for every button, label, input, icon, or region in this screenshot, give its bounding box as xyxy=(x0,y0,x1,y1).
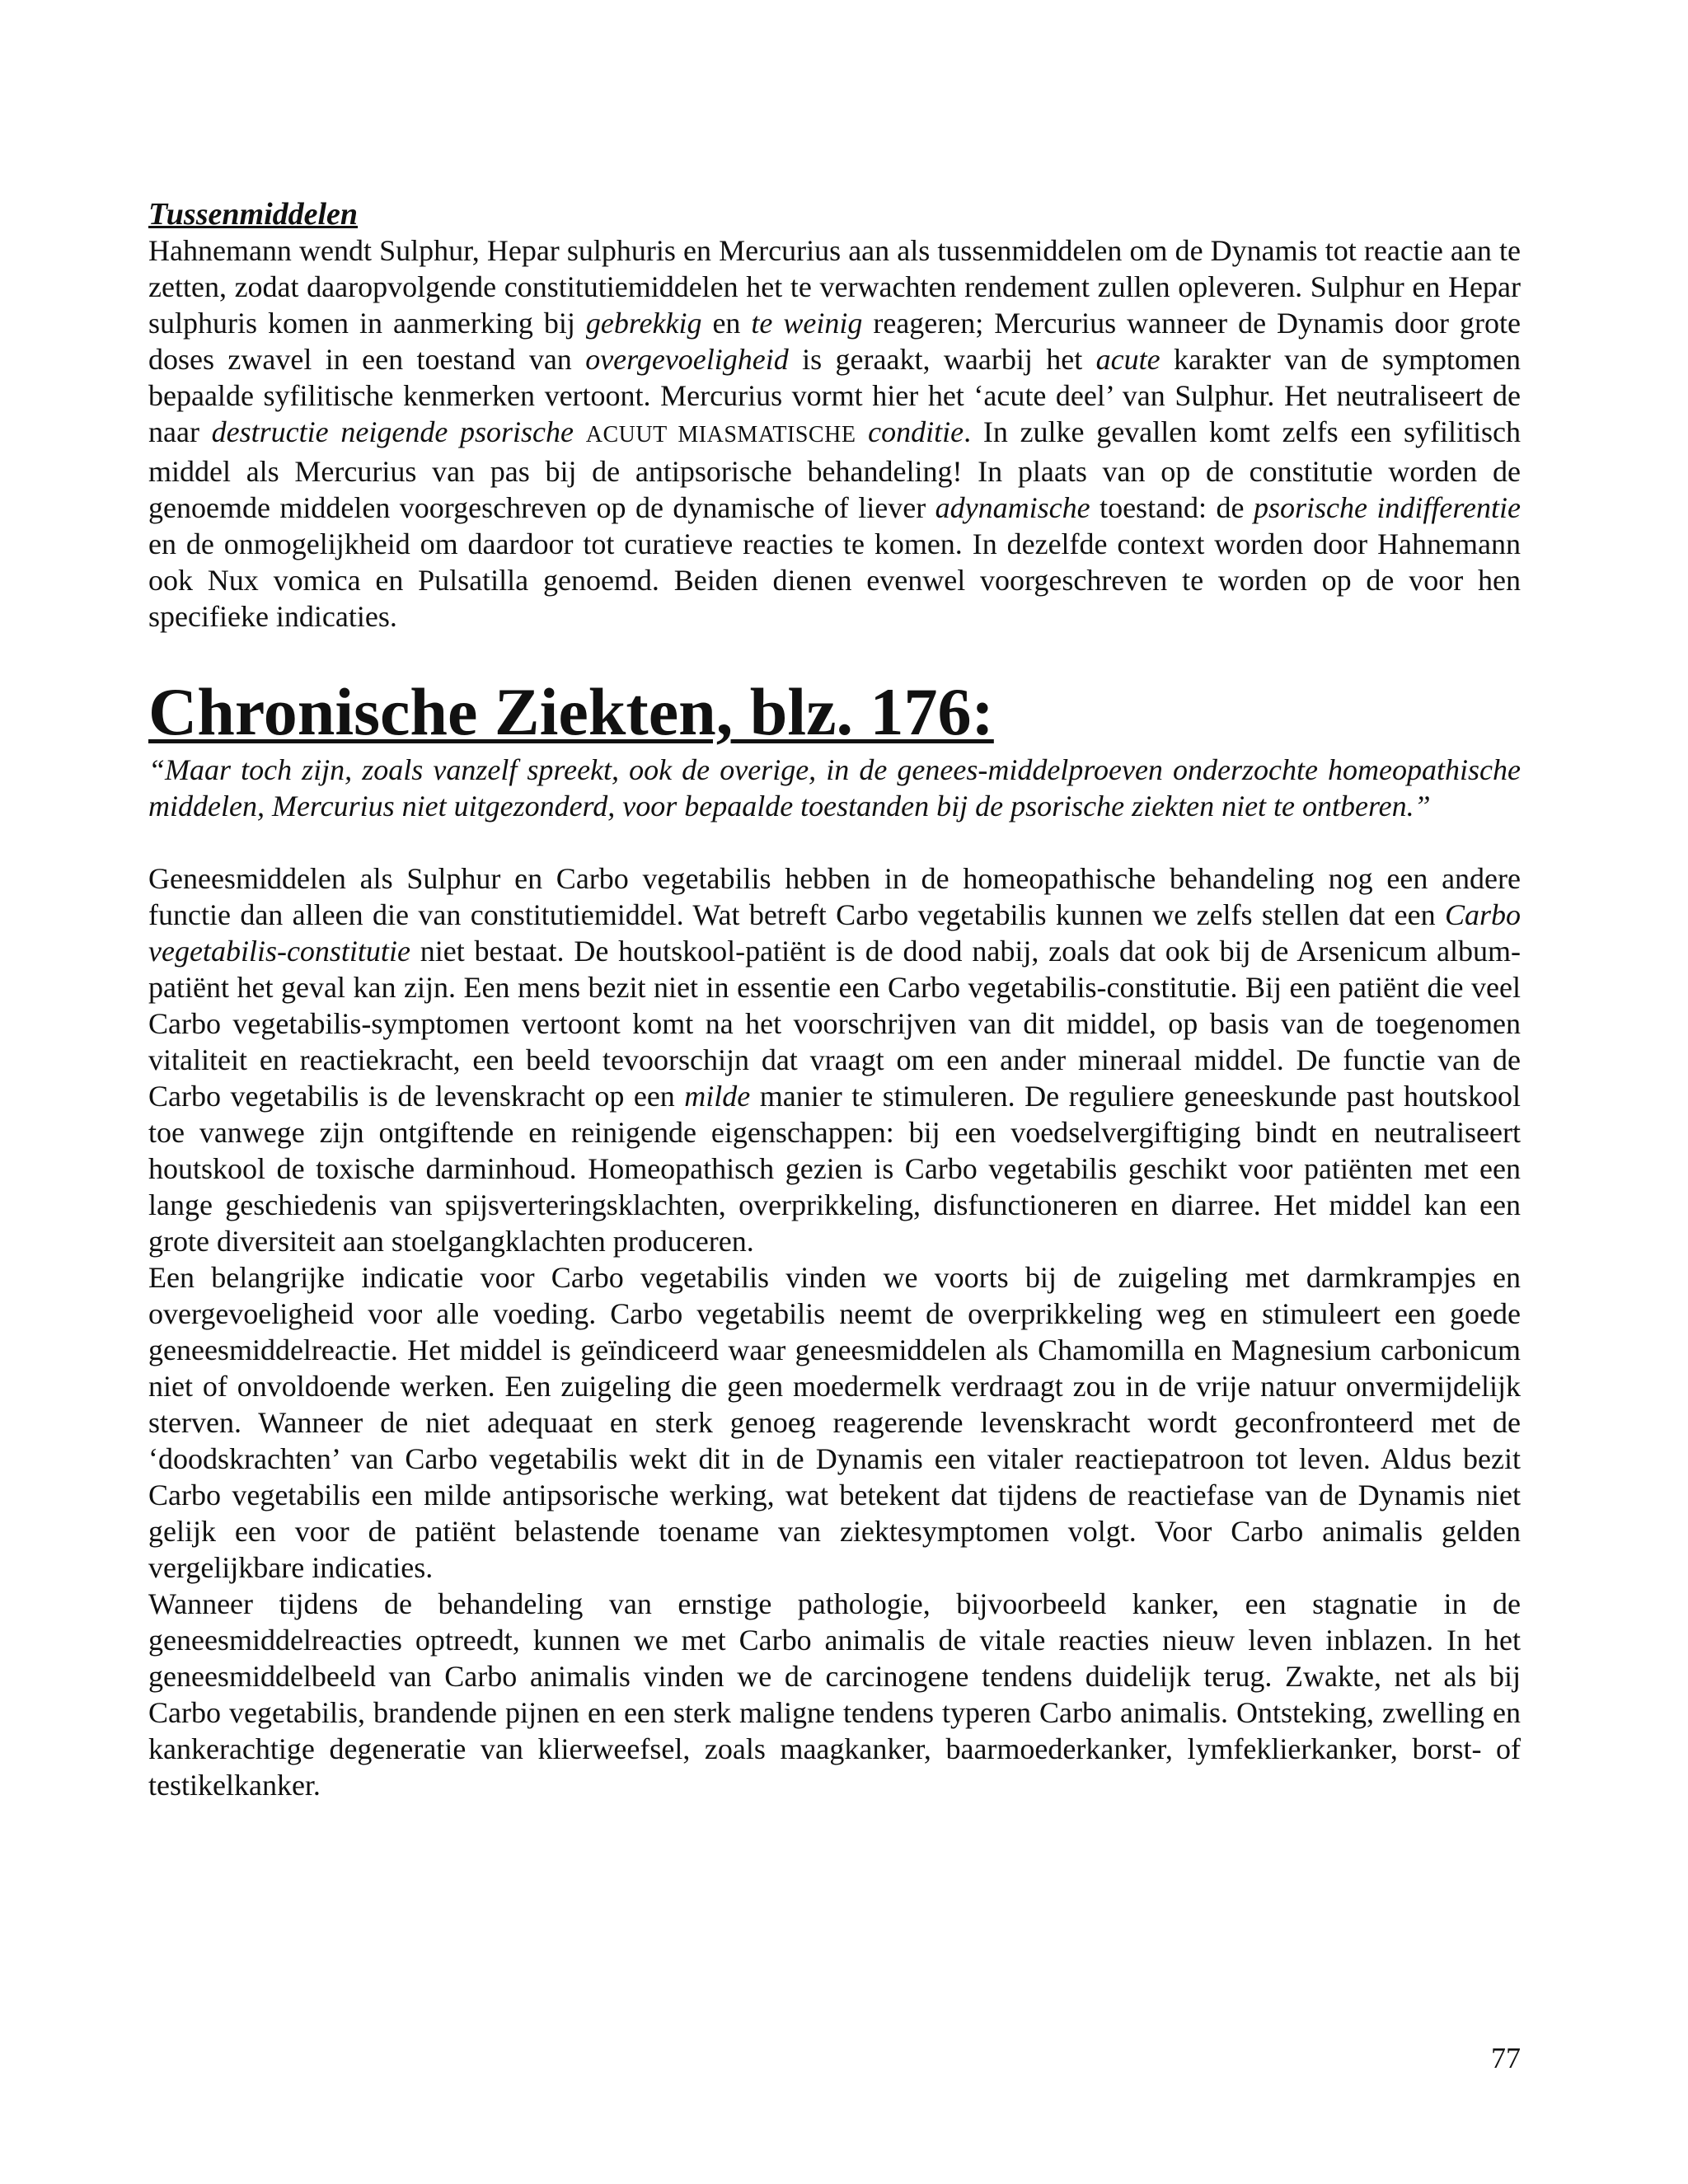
text-run xyxy=(574,415,586,448)
emphasis: destructie neigende psorische xyxy=(211,415,574,448)
paragraph-carbo-animalis: Wanneer tijdens de behandeling van ernstige pathologie, bijvoorbeeld kanker, een stagnatie in de geneesmiddelreacties optreedt, kunnen we met Carbo animalis de vitale reacties nieuw leven inblazen. In het geneesmiddelbeeld van Carbo animalis vinden we de carcinogene tendens duidelijk terug. Zwakte, net als bij Carbo vegetabilis, brandende pijnen en een sterk maligne tendens typeren Carbo animalis. Ontsteking, zwelling en kankerachtige degeneratie van klierweefsel, zoals maagkanker, baarmoederkanker, lymfeklierkanker, borst- of testikelkanker. xyxy=(148,1587,1521,1802)
text-run: is geraakt, waarbij het xyxy=(788,343,1096,376)
paragraph-tussenmiddelen xyxy=(148,232,1521,635)
text-run: manier te stimuleren. De reguliere geneeskunde past houtskool toe vanwege zijn ontgiftende en reinigende eigenschappen: bij een voedselvergiftiging bindt en neutraliseert houtskool de toxische darminhoud. Homeopathisch gezien is Carbo vegetabilis geschikt voor patiënten met een lange geschiedenis van spijsverteringsklachten, overprikkeling, disfunctioneren en diarree. Het middel kan een grote diversiteit aan stoelgangklachten produceren. xyxy=(148,1080,1521,1258)
emphasis: acute xyxy=(1095,343,1160,376)
text-run: en xyxy=(701,307,752,340)
section-heading-tussenmiddelen: Tussenmiddelen xyxy=(148,197,359,232)
emphasis: milde xyxy=(684,1080,751,1113)
text-run: niet bestaat. De houtskool-patiënt is de dood nabij, zoals dat ook bij de Arsenicum album-patiënt het geval kan zijn. Een mens bezit niet in essentie een Carbo vegetabilis-constitutie. Bij een patiënt die veel Carbo vegetabilis-symptomen vertoont komt na het voorschrijven van dit middel, op basis van de toegenomen vitaliteit en reactiekracht, een beeld tevoorschijn dat vraagt om een ander mineraal middel. De functie van de Carbo vegetabilis is de levenskracht op een xyxy=(148,935,1521,1113)
page-number: 77 xyxy=(1491,2041,1521,2074)
text-run: karakter van de symptomen bepaalde syfilitische kenmerken vertoont. Mercurius vormt hier het ‘acute deel’ van Sulphur. Het neutraliseert de naar xyxy=(148,343,1521,448)
text-run: Hahnemann wendt Sulphur, Hepar sulphuris en Mercurius aan als tussenmiddelen om de Dynamis tot reactie aan te zetten, zodat daaropvolgende constitutiemiddelen het te verwachten rendement zullen opleveren. Sulphur en Hepar sulphuris komen in aanmerking bij xyxy=(148,234,1521,340)
quotation: “Maar toch zijn, zoals vanzelf spreekt, ook de overige, in de genees-middelproeven onderzochte homeopathische middelen, Mercurius niet uitgezonderd, voor bepaalde toestanden bij de psorische ziekten niet te ontberen.” xyxy=(148,753,1521,823)
text-run: toestand: de xyxy=(1090,491,1254,524)
text-run: en de onmogelijkheid om daardoor tot curatieve reacties te komen. In dezelfde context worden door Hahnemann ook Nux vomica en Pulsatilla genoemd. Beiden dienen evenwel voorgeschreven te worden op de voor hen specifieke indicaties. xyxy=(148,527,1521,633)
emphasis: Carbo vegetabilis-constitutie xyxy=(148,898,1521,968)
emphasis: gebrekkig xyxy=(585,307,702,340)
emphasis: conditie xyxy=(868,415,964,448)
page-content xyxy=(148,196,1521,1803)
text-run: . In zulke gevallen komt zelfs een syfilitisch middel als Mercurius van pas bij de antipsorische behandeling! In plaats van op de constitutie worden de genoemde middelen voorgeschreven op de dynamische of liever xyxy=(148,415,1522,524)
paragraph-carbo-vegetabilis xyxy=(148,860,1521,1259)
chapter-heading-chronische-ziekten: Chronische Ziekten, blz. 176: xyxy=(148,674,994,749)
emphasis: te weinig xyxy=(751,307,863,340)
paragraph-zuigeling: Een belangrijke indicatie voor Carbo vegetabilis vinden we voorts bij de zuigeling met darmkrampjes en overgevoeligheid voor alle voeding. Carbo vegetabilis neemt de overprikkeling weg en stimuleert een goede geneesmiddelreactie. Het middel is geïndiceerd waar geneesmiddelen als Chamomilla en Magnesium carbonicum niet of onvoldoende werken. Een zuigeling die geen moedermelk verdraagt zou in de vrije natuur onvermijdelijk sterven. Wanneer de niet adequaat en sterk genoeg reagerende levenskracht wordt geconfronteerd met de ‘doodskrachten’ van Carbo vegetabilis wekt dit in de Dynamis een vitaler reactiepatroon tot leven. Aldus bezit Carbo vegetabilis een milde antipsorische werking, wat betekent dat tijdens de reactiefase van de Dynamis niet gelijk een voor de patiënt belastende toename van ziektesymptomen volgt. Voor Carbo animalis gelden vergelijkbare indicaties. xyxy=(148,1261,1521,1584)
text-run: Geneesmiddelen als Sulphur en Carbo vegetabilis hebben in de homeopathische behandeling nog een andere functie dan alleen die van constitutiemiddel. Wat betreft Carbo vegetabilis kunnen we zelfs stellen dat een xyxy=(148,862,1521,931)
paragraph-spacer xyxy=(148,824,1521,860)
emphasis: psorische indifferentie xyxy=(1253,491,1522,524)
emphasis: adynamische xyxy=(935,491,1090,524)
emphasis: overgevoeligheid xyxy=(585,343,789,376)
small-caps-term: ACUUT MIASMATISCHE xyxy=(585,422,856,448)
text-run xyxy=(856,415,868,448)
text-run: reageren; Mercurius wanneer de Dynamis door grote doses zwavel in een toestand van xyxy=(148,307,1521,376)
